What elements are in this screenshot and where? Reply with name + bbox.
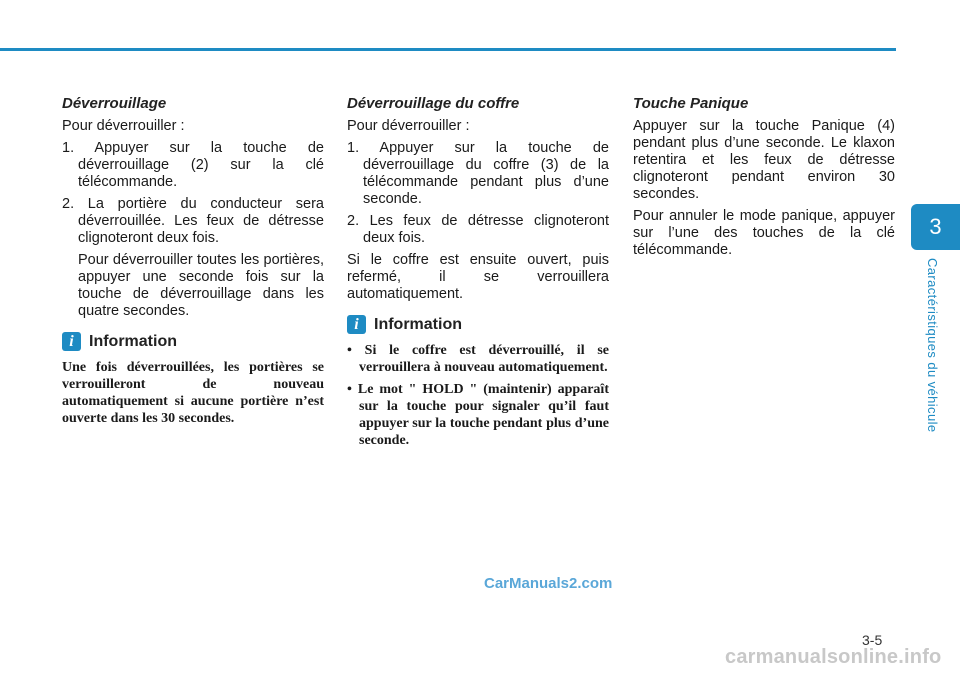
note-text: Pour déverrouiller toutes les portières, appuyer une seconde fois sur la touche de déverrouillage dans les quatre secondes. <box>78 252 324 319</box>
page-number: 3-5 <box>862 632 883 648</box>
paragraph: Appuyer sur la touche Panique (4) pendant plus d’une seconde. Le klaxon retentira et les feux de détresse clignoteront pendant environ 30 secondes. <box>633 118 895 202</box>
info-icon: i <box>62 332 81 351</box>
info-list <box>347 342 609 449</box>
list-item: 2. La portière du conducteur sera déverrouillée. Les feux de détresse clignoteront deux fois. <box>62 196 324 246</box>
chapter-number-tab: 3 <box>911 204 960 250</box>
info-header <box>347 315 609 334</box>
info-title: Information <box>89 332 177 350</box>
steps-list <box>62 140 324 247</box>
list-item: • Si le coffre est déverrouillé, il se verrouillera à nouveau automatiquement. <box>347 343 609 375</box>
info-text: Une fois déverrouillées, les portières se verrouilleront de nouveau automatiquement si aucune portière n’est ouverte dans les 30 secondes. <box>62 360 324 426</box>
info-icon: i <box>347 315 366 334</box>
list-item: • Le mot " HOLD " (maintenir) apparaît sur la touche pour signaler qu’il faut appuyer sur la touche pendant plus d’une seconde. <box>347 382 609 448</box>
intro-text: Pour déverrouiller : <box>62 118 185 134</box>
list-item: 2. Les feux de détresse clignoteront deux fois. <box>347 213 609 246</box>
column-deverrouillage <box>62 94 324 427</box>
paragraph: Pour annuler le mode panique, appuyer sur l’une des touches de la clé télécommande. <box>633 208 895 258</box>
column-touche-panique <box>633 94 895 264</box>
section-heading: Déverrouillage <box>62 95 167 112</box>
list-item: 1. Appuyer sur la touche de déverrouillage (2) sur la clé télécommande. <box>62 140 324 190</box>
info-title: Information <box>374 315 462 333</box>
watermark-carmanuals2[interactable]: CarManuals2.com <box>484 575 613 592</box>
intro-text: Pour déverrouiller : <box>347 118 470 134</box>
column-deverrouillage-coffre <box>347 94 609 454</box>
section-heading: Déverrouillage du coffre <box>347 95 520 112</box>
info-header <box>62 332 324 351</box>
header-rule <box>0 48 896 51</box>
steps-list <box>347 140 609 247</box>
section-heading: Touche Panique <box>633 95 749 112</box>
watermark-carmanualsonline[interactable]: carmanualsonline.info <box>725 646 942 668</box>
list-item: 1. Appuyer sur la touche de déverrouillage du coffre (3) de la télécommande pendant plus d’une seconde. <box>347 140 609 207</box>
chapter-title: Caractéristiques du véhicule <box>925 258 940 433</box>
after-text: Si le coffre est ensuite ouvert, puis refermé, il se verrouillera automatiquement. <box>347 252 609 302</box>
